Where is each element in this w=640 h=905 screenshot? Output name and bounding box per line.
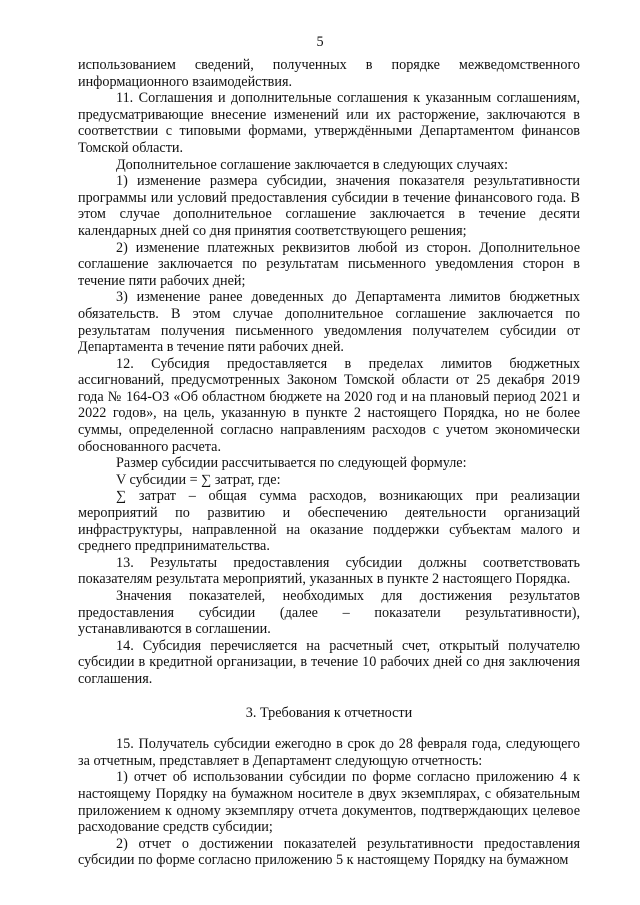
paragraph: 15. Получатель субсидии ежегодно в срок до 28 февраля года, следующего за отчетным, представляет в Департамент следующую отчетность: bbox=[78, 736, 580, 769]
paragraph: 1) изменение размера субсидии, значения показателя результативности программы или условий предоставления субсидии в течение финансового года. В этом случае дополнительное соглашение заключается в течение десяти календарных дней со дня принятия соответствующего решения; bbox=[78, 173, 580, 239]
paragraph: 13. Результаты предоставления субсидии должны соответствовать показателям результата мероприятий, указанных в пункте 2 настоящего Порядка. bbox=[78, 554, 580, 588]
paragraph: 11. Соглашения и дополнительные соглашения к указанным соглашениям, предусматривающие внесение изменений или их расторжение, заключаются в соответствии с типовыми формами, утверждёнными Департаментом финансов Томской области. bbox=[78, 90, 580, 156]
paragraph: 2) отчет о достижении показателей результативности предоставления субсидии по форме согласно приложению 5 к настоящему Порядку на бумажном bbox=[78, 835, 580, 869]
paragraph: Размер субсидии рассчитывается по следующей формуле: bbox=[116, 455, 467, 472]
paragraphs-after-section bbox=[78, 736, 580, 869]
paragraph: 1) отчет об использовании субсидии по форме согласно приложению 4 к настоящему Порядку на бумажном носителе в двух экземплярах, с обязательным приложением к одному экземпляру отчета документов, подтверждающих целевое расходование средств субсидии; bbox=[78, 769, 580, 836]
section-title: 3. Требования к отчетности bbox=[245, 704, 413, 721]
paragraph: Дополнительное соглашение заключается в следующих случаях: bbox=[116, 156, 509, 173]
paragraph: использованием сведений, полученных в порядке межведомственного информационного взаимодействия. bbox=[78, 57, 580, 90]
paragraph: 12. Субсидия предоставляется в пределах лимитов бюджетных ассигнований, предусмотренных Законом Томской области от 25 декабря 2019 года № 164-ОЗ «Об областном бюджете на 2020 год и на плановый период 2021 и 2022 годов», на цель, указанную в пункте 2 настоящего Порядка, но не более суммы, определенной согласно направлениям расходов с учетом экономически обоснованного расчета. bbox=[78, 355, 580, 455]
paragraph: Значения показателей, необходимых для достижения результатов предоставления субсидии (далее – показатели результативности), устанавливаются в соглашении. bbox=[78, 588, 580, 638]
document-body bbox=[78, 57, 580, 869]
paragraph: V субсидии = ∑ затрат, где: bbox=[116, 471, 281, 488]
paragraph: 14. Субсидия перечисляется на расчетный счет, открытый получателю субсидии в кредитной организации, в течение 10 рабочих дней со дня заключения соглашения. bbox=[78, 637, 580, 687]
paragraphs-before-section bbox=[78, 57, 580, 688]
page-number: 5 bbox=[316, 34, 324, 50]
paragraph: ∑ затрат – общая сумма расходов, возникающих при реализации мероприятий по развитию и обеспечению деятельности организаций инфраструктуры, направленной на оказание поддержки субъектам малого и среднего предпринимательства. bbox=[78, 488, 580, 555]
paragraph: 3) изменение ранее доведенных до Департамента лимитов бюджетных обязательств. В этом случае дополнительное соглашение заключается по результатам получения письменного уведомления получателем субсидии от Департамента в течение пяти рабочих дней. bbox=[78, 289, 580, 356]
paragraph: 2) изменение платежных реквизитов любой из сторон. Дополнительное соглашение заключается по результатам письменного уведомления сторон в течение пяти рабочих дней; bbox=[78, 239, 580, 289]
